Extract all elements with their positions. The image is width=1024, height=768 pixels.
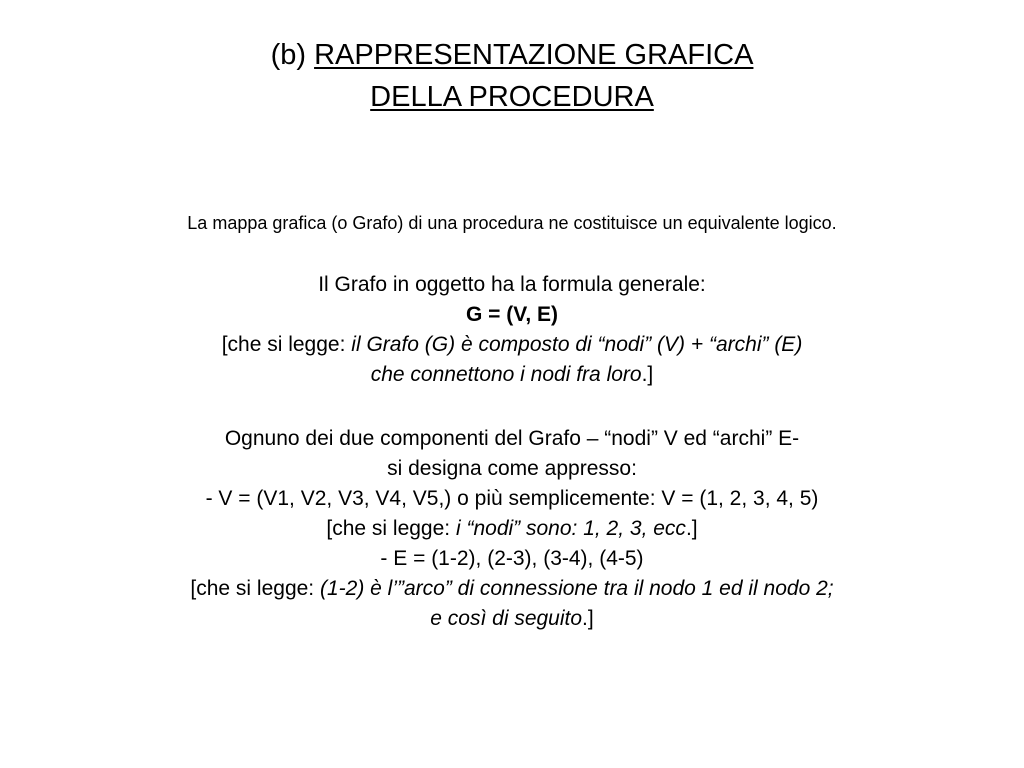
e-reading-italic-1: (1-2) è l’”arco” di connessione tra il nodo 1 ed il nodo 2;	[319, 577, 834, 600]
title-underlined-1: RAPPRESENTAZIONE GRAFICA	[314, 39, 754, 71]
formula: G = (V, E)	[465, 303, 558, 326]
e-definition: - E = (1-2), (2-3), (3-4), (4-5)	[380, 547, 644, 570]
title-line-2	[0, 76, 1024, 118]
e-reading-line-1	[0, 574, 1024, 604]
e-reading-close: .]	[582, 607, 594, 630]
components-line-1: Ognuno dei due componenti del Grafo – “nodi” V ed “archi” E-	[224, 427, 800, 450]
formula-reading-line-1	[0, 330, 1024, 360]
v-definition: - V = (V1, V2, V3, V4, V5,) o più semplicemente: V = (1, 2, 3, 4, 5)	[205, 487, 819, 510]
v-reading-italic: i “nodi” sono: 1, 2, 3, ecc	[455, 517, 686, 540]
formula-reading-italic-2: che connettono i nodi fra loro	[370, 363, 642, 386]
formula-reading-italic-1: il Grafo (G) è composto di “nodi” (V) + “archi” (E)	[351, 333, 803, 356]
title-prefix: (b)	[270, 39, 315, 71]
v-reading	[0, 514, 1024, 544]
title-line-1	[0, 34, 1024, 76]
formula-reading-close: .]	[641, 363, 654, 386]
slide-body	[0, 208, 1024, 634]
e-reading-italic-2: e così di seguito	[430, 607, 583, 630]
intro-text: La mappa grafica (o Grafo) di una procedura ne costituisce un equivalente logico.	[187, 213, 837, 233]
v-reading-close: .]	[685, 517, 698, 540]
v-reading-open: [che si legge:	[326, 517, 456, 540]
slide-title	[0, 34, 1024, 118]
formula-reading-open: [che si legge:	[221, 333, 352, 356]
formula-reading-line-2	[0, 360, 1024, 390]
e-reading-open: [che si legge:	[190, 577, 320, 600]
title-underlined-2: DELLA PROCEDURA	[370, 81, 654, 113]
formula-lead: Il Grafo in oggetto ha la formula generale:	[318, 273, 706, 296]
components-line-2: si designa come appresso:	[387, 457, 637, 480]
e-reading-line-2	[0, 604, 1024, 634]
